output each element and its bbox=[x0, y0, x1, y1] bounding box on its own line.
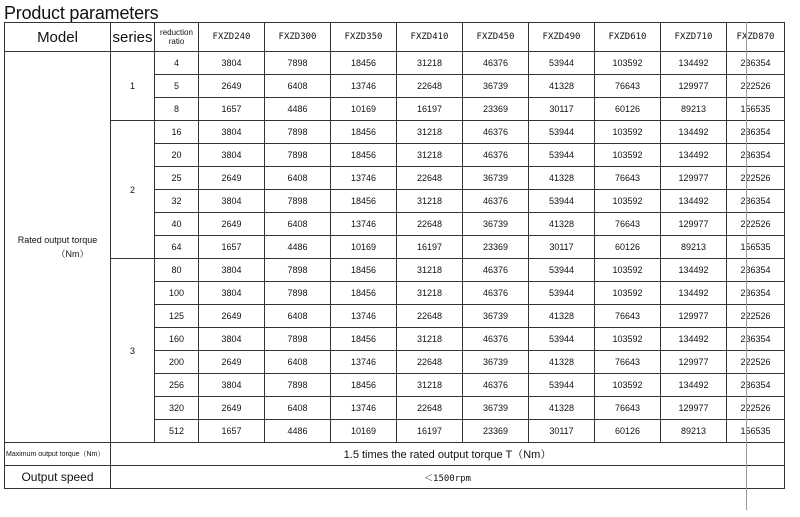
torque-value-cell: 46376 bbox=[463, 282, 529, 305]
torque-value-cell: 89213 bbox=[661, 420, 727, 443]
torque-value-cell: 53944 bbox=[529, 190, 595, 213]
ratio-cell: 5 bbox=[155, 75, 199, 98]
torque-value-cell: 1657 bbox=[199, 236, 265, 259]
series-cell: 1 bbox=[111, 52, 155, 121]
torque-value-cell: 13746 bbox=[331, 75, 397, 98]
torque-value-cell: 103592 bbox=[595, 52, 661, 75]
torque-value-cell: 7898 bbox=[265, 121, 331, 144]
torque-value-cell: 6408 bbox=[265, 397, 331, 420]
torque-value-cell: 134492 bbox=[661, 282, 727, 305]
torque-value-cell: 53944 bbox=[529, 328, 595, 351]
torque-value-cell: 134492 bbox=[661, 190, 727, 213]
torque-value-cell: 53944 bbox=[529, 52, 595, 75]
torque-value-cell: 22648 bbox=[397, 75, 463, 98]
torque-value-cell: 103592 bbox=[595, 374, 661, 397]
torque-value-cell: 36739 bbox=[463, 75, 529, 98]
torque-value-cell: 134492 bbox=[661, 374, 727, 397]
model-name-header: FXZD450 bbox=[463, 23, 529, 52]
torque-value-cell: 6408 bbox=[265, 305, 331, 328]
series-header: series bbox=[111, 23, 155, 52]
torque-value-cell: 3804 bbox=[199, 121, 265, 144]
torque-value-cell: 2649 bbox=[199, 397, 265, 420]
torque-value-cell: 6408 bbox=[265, 351, 331, 374]
torque-value-cell: 18456 bbox=[331, 52, 397, 75]
torque-value-cell: 134492 bbox=[661, 259, 727, 282]
ratio-cell: 16 bbox=[155, 121, 199, 144]
max-torque-row bbox=[5, 443, 785, 466]
torque-value-cell: 76643 bbox=[595, 75, 661, 98]
vertical-guide-line bbox=[746, 22, 747, 510]
torque-value-cell: 6408 bbox=[265, 75, 331, 98]
torque-value-cell: 22648 bbox=[397, 351, 463, 374]
ratio-header: reduction ratio bbox=[155, 23, 199, 52]
torque-value-cell: 13746 bbox=[331, 167, 397, 190]
torque-value-cell: 53944 bbox=[529, 144, 595, 167]
torque-value-cell: 236354 bbox=[727, 52, 785, 75]
torque-value-cell: 18456 bbox=[331, 121, 397, 144]
torque-value-cell: 236354 bbox=[727, 144, 785, 167]
torque-value-cell: 236354 bbox=[727, 282, 785, 305]
ratio-cell: 160 bbox=[155, 328, 199, 351]
torque-value-cell: 222526 bbox=[727, 75, 785, 98]
torque-value-cell: 134492 bbox=[661, 144, 727, 167]
model-name-header: FXZD610 bbox=[595, 23, 661, 52]
torque-value-cell: 103592 bbox=[595, 328, 661, 351]
torque-value-cell: 236354 bbox=[727, 190, 785, 213]
torque-value-cell: 236354 bbox=[727, 374, 785, 397]
torque-value-cell: 7898 bbox=[265, 144, 331, 167]
torque-value-cell: 236354 bbox=[727, 121, 785, 144]
torque-value-cell: 46376 bbox=[463, 259, 529, 282]
model-name-header: FXZD240 bbox=[199, 23, 265, 52]
torque-value-cell: 3804 bbox=[199, 374, 265, 397]
ratio-cell: 20 bbox=[155, 144, 199, 167]
torque-value-cell: 53944 bbox=[529, 374, 595, 397]
torque-value-cell: 76643 bbox=[595, 305, 661, 328]
output-speed-row bbox=[5, 466, 785, 489]
torque-value-cell: 76643 bbox=[595, 213, 661, 236]
torque-value-cell: 31218 bbox=[397, 374, 463, 397]
torque-value-cell: 31218 bbox=[397, 328, 463, 351]
torque-value-cell: 46376 bbox=[463, 374, 529, 397]
torque-value-cell: 129977 bbox=[661, 167, 727, 190]
torque-value-cell: 129977 bbox=[661, 213, 727, 236]
torque-value-cell: 3804 bbox=[199, 282, 265, 305]
torque-value-cell: 41328 bbox=[529, 351, 595, 374]
torque-value-cell: 36739 bbox=[463, 305, 529, 328]
torque-value-cell: 156535 bbox=[727, 98, 785, 121]
ratio-cell: 256 bbox=[155, 374, 199, 397]
torque-value-cell: 6408 bbox=[265, 167, 331, 190]
torque-value-cell: 156535 bbox=[727, 236, 785, 259]
torque-value-cell: 31218 bbox=[397, 121, 463, 144]
torque-value-cell: 222526 bbox=[727, 351, 785, 374]
torque-value-cell: 46376 bbox=[463, 190, 529, 213]
torque-value-cell: 7898 bbox=[265, 282, 331, 305]
torque-value-cell: 3804 bbox=[199, 259, 265, 282]
torque-value-cell: 53944 bbox=[529, 259, 595, 282]
torque-value-cell: 46376 bbox=[463, 121, 529, 144]
torque-value-cell: 3804 bbox=[199, 144, 265, 167]
torque-value-cell: 103592 bbox=[595, 259, 661, 282]
rated-output-torque-label bbox=[5, 52, 111, 443]
torque-value-cell: 18456 bbox=[331, 190, 397, 213]
page-title: Product parameters bbox=[4, 3, 159, 23]
torque-value-cell: 31218 bbox=[397, 190, 463, 213]
torque-value-cell: 89213 bbox=[661, 98, 727, 121]
torque-value-cell: 22648 bbox=[397, 167, 463, 190]
torque-value-cell: 41328 bbox=[529, 75, 595, 98]
torque-value-cell: 18456 bbox=[331, 374, 397, 397]
torque-value-cell: 103592 bbox=[595, 144, 661, 167]
torque-value-cell: 10169 bbox=[331, 236, 397, 259]
torque-value-cell: 46376 bbox=[463, 328, 529, 351]
torque-value-cell: 1657 bbox=[199, 420, 265, 443]
torque-value-cell: 3804 bbox=[199, 52, 265, 75]
torque-value-cell: 36739 bbox=[463, 397, 529, 420]
torque-value-cell: 36739 bbox=[463, 351, 529, 374]
header-row bbox=[5, 23, 785, 52]
ratio-cell: 8 bbox=[155, 98, 199, 121]
torque-value-cell: 46376 bbox=[463, 144, 529, 167]
torque-value-cell: 31218 bbox=[397, 144, 463, 167]
torque-value-cell: 134492 bbox=[661, 328, 727, 351]
torque-value-cell: 23369 bbox=[463, 236, 529, 259]
torque-value-cell: 18456 bbox=[331, 282, 397, 305]
torque-value-cell: 103592 bbox=[595, 282, 661, 305]
torque-value-cell: 222526 bbox=[727, 167, 785, 190]
torque-value-cell: 30117 bbox=[529, 420, 595, 443]
torque-value-cell: 129977 bbox=[661, 397, 727, 420]
torque-value-cell: 13746 bbox=[331, 351, 397, 374]
torque-value-cell: 1657 bbox=[199, 98, 265, 121]
torque-value-cell: 134492 bbox=[661, 52, 727, 75]
torque-value-cell: 46376 bbox=[463, 52, 529, 75]
torque-value-cell: 31218 bbox=[397, 282, 463, 305]
series-cell: 3 bbox=[111, 259, 155, 443]
torque-value-cell: 3804 bbox=[199, 190, 265, 213]
max-torque-value: 1.5 times the rated output torque T（Nm） bbox=[111, 443, 785, 466]
torque-value-cell: 6408 bbox=[265, 213, 331, 236]
product-parameters-table bbox=[4, 22, 785, 489]
torque-value-cell: 89213 bbox=[661, 236, 727, 259]
torque-value-cell: 236354 bbox=[727, 259, 785, 282]
torque-value-cell: 222526 bbox=[727, 305, 785, 328]
torque-value-cell: 22648 bbox=[397, 305, 463, 328]
torque-value-cell: 31218 bbox=[397, 259, 463, 282]
ratio-cell: 125 bbox=[155, 305, 199, 328]
torque-value-cell: 41328 bbox=[529, 213, 595, 236]
torque-value-cell: 31218 bbox=[397, 52, 463, 75]
torque-value-cell: 103592 bbox=[595, 121, 661, 144]
torque-value-cell: 22648 bbox=[397, 213, 463, 236]
series-cell: 2 bbox=[111, 121, 155, 259]
torque-value-cell: 41328 bbox=[529, 305, 595, 328]
torque-value-cell: 10169 bbox=[331, 98, 397, 121]
torque-value-cell: 76643 bbox=[595, 167, 661, 190]
model-header: Model bbox=[5, 23, 111, 52]
ratio-cell: 200 bbox=[155, 351, 199, 374]
rated-output-torque-text: Rated output torque bbox=[17, 235, 98, 245]
torque-value-cell: 30117 bbox=[529, 98, 595, 121]
ratio-cell: 100 bbox=[155, 282, 199, 305]
torque-value-cell: 134492 bbox=[661, 121, 727, 144]
torque-value-cell: 36739 bbox=[463, 167, 529, 190]
torque-value-cell: 4486 bbox=[265, 236, 331, 259]
torque-value-cell: 2649 bbox=[199, 167, 265, 190]
rated-output-torque-unit: （Nm） bbox=[56, 249, 89, 259]
torque-value-cell: 7898 bbox=[265, 259, 331, 282]
ratio-cell: 512 bbox=[155, 420, 199, 443]
torque-value-cell: 36739 bbox=[463, 213, 529, 236]
torque-value-cell: 129977 bbox=[661, 351, 727, 374]
torque-value-cell: 13746 bbox=[331, 397, 397, 420]
torque-value-cell: 41328 bbox=[529, 167, 595, 190]
table-row bbox=[5, 52, 785, 75]
ratio-cell: 25 bbox=[155, 167, 199, 190]
torque-value-cell: 23369 bbox=[463, 420, 529, 443]
torque-value-cell: 16197 bbox=[397, 236, 463, 259]
torque-value-cell: 4486 bbox=[265, 98, 331, 121]
torque-value-cell: 18456 bbox=[331, 259, 397, 282]
torque-value-cell: 222526 bbox=[727, 213, 785, 236]
torque-value-cell: 3804 bbox=[199, 328, 265, 351]
torque-value-cell: 156535 bbox=[727, 420, 785, 443]
torque-value-cell: 76643 bbox=[595, 397, 661, 420]
ratio-cell: 32 bbox=[155, 190, 199, 213]
torque-value-cell: 7898 bbox=[265, 328, 331, 351]
output-speed-label: Output speed bbox=[5, 466, 111, 489]
torque-value-cell: 41328 bbox=[529, 397, 595, 420]
model-name-header: FXZD410 bbox=[397, 23, 463, 52]
torque-value-cell: 4486 bbox=[265, 420, 331, 443]
ratio-cell: 320 bbox=[155, 397, 199, 420]
torque-value-cell: 2649 bbox=[199, 213, 265, 236]
model-name-header: FXZD870 bbox=[727, 23, 785, 52]
torque-value-cell: 76643 bbox=[595, 351, 661, 374]
torque-value-cell: 60126 bbox=[595, 420, 661, 443]
max-torque-label: Maximum output torque（Nm） bbox=[5, 443, 111, 466]
torque-value-cell: 236354 bbox=[727, 328, 785, 351]
ratio-cell: 4 bbox=[155, 52, 199, 75]
torque-value-cell: 2649 bbox=[199, 305, 265, 328]
model-name-header: FXZD490 bbox=[529, 23, 595, 52]
torque-value-cell: 7898 bbox=[265, 52, 331, 75]
ratio-cell: 40 bbox=[155, 213, 199, 236]
torque-value-cell: 13746 bbox=[331, 213, 397, 236]
torque-value-cell: 2649 bbox=[199, 75, 265, 98]
ratio-cell: 80 bbox=[155, 259, 199, 282]
ratio-cell: 64 bbox=[155, 236, 199, 259]
torque-value-cell: 7898 bbox=[265, 190, 331, 213]
model-name-header: FXZD300 bbox=[265, 23, 331, 52]
torque-value-cell: 103592 bbox=[595, 190, 661, 213]
model-name-header: FXZD350 bbox=[331, 23, 397, 52]
torque-value-cell: 23369 bbox=[463, 98, 529, 121]
torque-value-cell: 60126 bbox=[595, 98, 661, 121]
torque-value-cell: 129977 bbox=[661, 305, 727, 328]
torque-value-cell: 22648 bbox=[397, 397, 463, 420]
model-name-header: FXZD710 bbox=[661, 23, 727, 52]
torque-value-cell: 2649 bbox=[199, 351, 265, 374]
torque-value-cell: 30117 bbox=[529, 236, 595, 259]
torque-value-cell: 53944 bbox=[529, 121, 595, 144]
torque-value-cell: 222526 bbox=[727, 397, 785, 420]
output-speed-value: ＜1500rpm bbox=[111, 466, 785, 489]
torque-value-cell: 16197 bbox=[397, 420, 463, 443]
torque-value-cell: 16197 bbox=[397, 98, 463, 121]
torque-value-cell: 18456 bbox=[331, 144, 397, 167]
torque-value-cell: 18456 bbox=[331, 328, 397, 351]
torque-value-cell: 129977 bbox=[661, 75, 727, 98]
torque-value-cell: 7898 bbox=[265, 374, 331, 397]
torque-value-cell: 10169 bbox=[331, 420, 397, 443]
torque-value-cell: 53944 bbox=[529, 282, 595, 305]
torque-value-cell: 13746 bbox=[331, 305, 397, 328]
torque-value-cell: 60126 bbox=[595, 236, 661, 259]
table-row bbox=[5, 121, 785, 144]
table-row bbox=[5, 259, 785, 282]
